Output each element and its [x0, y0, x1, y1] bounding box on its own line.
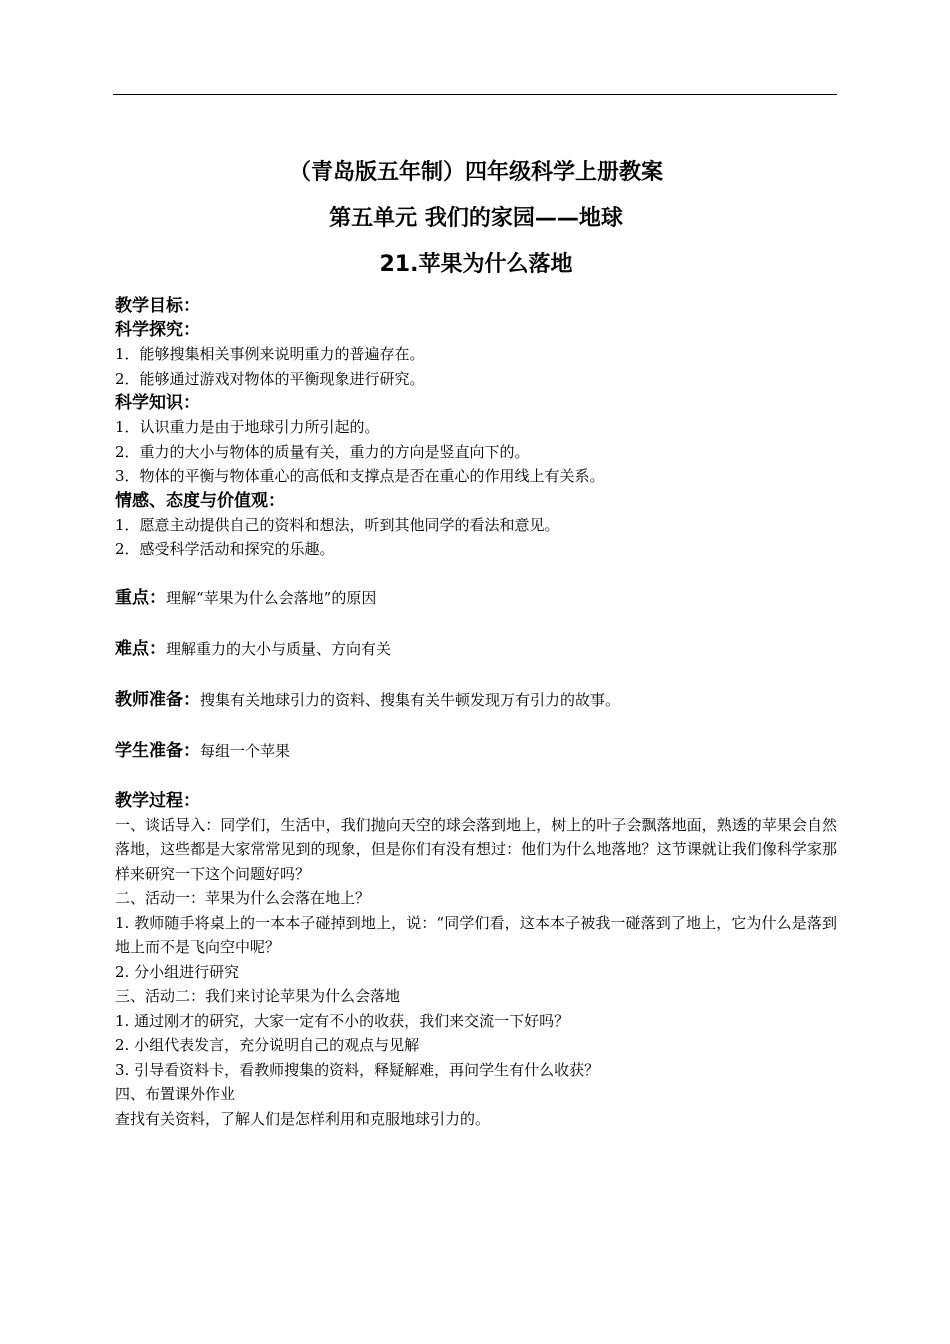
inquiry-item: 2．能够通过游戏对物体的平衡现象进行研究。 [115, 369, 425, 388]
document-body [115, 150, 837, 1131]
difficulty-label: 难点： [115, 638, 166, 659]
knowledge-item: 2．重力的大小与物体的质量有关，重力的方向是竖直向下的。 [115, 442, 530, 461]
homework-detail: 查找有关资料，了解人们是怎样利用和克服地球引力的。 [115, 1109, 491, 1128]
activity1-heading: 二、活动一：苹果为什么会落在地上？ [115, 889, 371, 907]
inquiry-item: 1．能够搜集相关事例来说明重力的普遍存在。 [115, 345, 425, 363]
document-title: （青岛版五年制）四年级科学上册教案 [288, 160, 663, 185]
knowledge-heading: 科学知识： [115, 393, 200, 413]
keypoint-value: 理解“苹果为什么会落地”的原因 [166, 588, 377, 607]
teacher-prep [115, 688, 837, 712]
inquiry-heading: 科学探究： [115, 320, 200, 340]
difficulty [115, 637, 837, 661]
header-rule [113, 94, 837, 95]
keypoint [115, 586, 837, 610]
activity1-step: 2. 分小组进行研究 [115, 962, 240, 981]
lesson-title: 21.苹果为什么落地 [379, 252, 573, 277]
attitude-item: 1．愿意主动提供自己的资料和想法，听到其他同学的看法和意见。 [115, 515, 560, 534]
knowledge-item: 1．认识重力是由于地球引力所引起的。 [115, 418, 380, 436]
keypoint-label: 重点： [115, 587, 166, 608]
teacher-prep-label: 教师准备： [115, 689, 200, 710]
objectives-heading: 教学目标： [115, 296, 200, 316]
process-heading: 教学过程： [115, 790, 200, 811]
unit-title: 第五单元 我们的家园——地球 [329, 206, 623, 231]
knowledge-item: 3．物体的平衡与物体重心的高低和支撑点是否在重心的作用线上有关系。 [115, 467, 605, 485]
student-prep-label: 学生准备： [115, 740, 200, 761]
teacher-prep-value: 搜集有关地球引力的资料、搜集有关牛顿发现万有引力的故事。 [200, 690, 621, 709]
activity2-heading: 三、活动二：我们来讨论苹果为什么会落地 [115, 987, 401, 1005]
activity1-step: 1. 教师随手将桌上的一本本子碰掉到地上，说：“同学们看，这本本子被我一碰落到了地上，它为什么是落到地上而不是飞向空中呢？ [115, 913, 837, 956]
student-prep-value: 每组一个苹果 [200, 741, 291, 760]
process-intro: 一、谈话导入：同学们，生活中，我们抛向天空的球会落到地上，树上的叶子会飘落地面，熟透的苹果会自然落地，这些都是大家常常见到的现象，但是你们有没有想过：他们为什么地落地？这节课就让我们像科学家那样来研究一下这个问题好吗？ [115, 815, 837, 883]
attitude-heading: 情感、态度与价值观： [115, 490, 285, 511]
attitude-item: 2．感受科学活动和探究的乐趣。 [115, 540, 335, 558]
difficulty-value: 理解重力的大小与质量、方向有关 [166, 639, 392, 658]
homework-heading: 四、布置课外作业 [115, 1085, 236, 1103]
student-prep [115, 739, 837, 763]
activity2-step: 2. 小组代表发言，充分说明自己的观点与见解 [115, 1036, 420, 1054]
activity2-step: 1. 通过刚才的研究，大家一定有不小的收获，我们来交流一下好吗？ [115, 1011, 570, 1030]
activity2-step: 3. 引导看资料卡，看教师搜集的资料，释疑解难，再问学生有什么收获？ [115, 1060, 600, 1079]
